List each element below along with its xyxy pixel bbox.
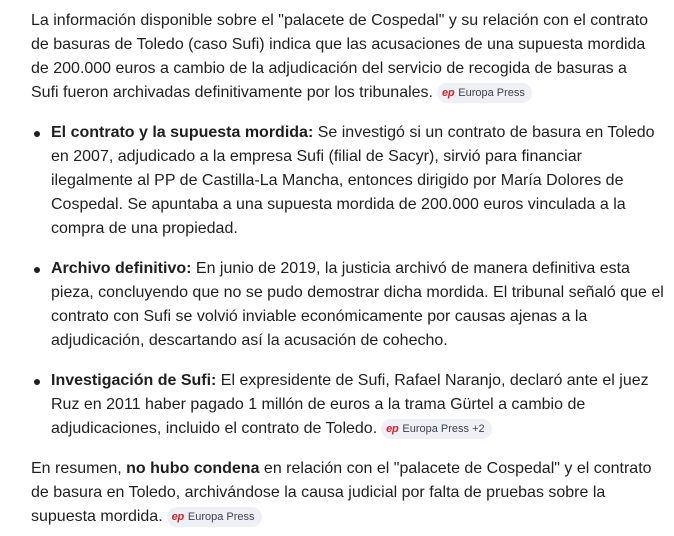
source-chip-label: Europa Press: [187, 511, 255, 523]
summary-lead: En resumen,: [31, 460, 127, 477]
source-chip-label: Europa Press +2: [402, 423, 485, 435]
bullet-text: Se investigó si un contrato de basura en Toledo en 2007, adjudicado a la empresa Sufi (filial de Sacyr), sirvió para financiar ilegalmente al PP de Castilla-La Mancha, entonces dirigido por María Dolores de Cospedal. Se apuntaba a una supuesta mordida de 200.000 euros vinculada a la compra de una propiedad.: [51, 124, 655, 237]
source-chip-label: Europa Press: [458, 87, 525, 99]
source-chip-europa-press-plus[interactable]: [381, 419, 492, 439]
source-chip-europa-press[interactable]: [437, 83, 532, 103]
europa-press-logo-icon: ep: [442, 87, 455, 99]
bullet-title: El contrato y la supuesta mordida:: [51, 124, 314, 141]
summary-text: en relación con el "palacete de Cospedal" y el contrato de basura en Toledo, archivándose la causa judicial por falta de pruebas sobre la supuesta mordida.: [31, 460, 652, 525]
source-chip-europa-press[interactable]: [167, 507, 262, 527]
summary-paragraph: [31, 457, 656, 529]
list-item: [51, 369, 666, 441]
bullet-list: [31, 121, 666, 441]
intro-text: La información disponible sobre el "palacete de Cospedal" y su relación con el contrato de basuras de Toledo (caso Sufi) indica que las acusaciones de una supuesta mordida de 200.000 euros a cambio de la adjudicación del servicio de recogida de basuras a Sufi fueron archivadas definitivamente por los tribunales.: [31, 12, 649, 101]
bullet-title: Investigación de Sufi:: [51, 372, 217, 389]
intro-paragraph: [31, 9, 656, 105]
bullet-text: En junio de 2019, la justicia archivó de manera definitiva esta pieza, concluyendo que no se pudo demostrar dicha mordida. El tribunal señaló que el contrato con Sufi se volvió inviable económicamente por causas ajenas a la adjudicación, descartando así la acusación de cohecho.: [51, 260, 664, 349]
europa-press-logo-icon: ep: [386, 423, 399, 435]
list-item: [51, 257, 666, 353]
bullet-text: El expresidente de Sufi, Rafael Naranjo, declaró ante el juez Ruz en 2011 haber pagado 1 millón de euros a la trama Gürtel a cambio de adjudicaciones, incluido el contrato de Toledo.: [51, 372, 649, 437]
summary-emphasis: no hubo condena: [126, 460, 260, 477]
europa-press-logo-icon: ep: [171, 511, 184, 523]
bullet-title: Archivo definitivo:: [51, 260, 192, 277]
list-item: [51, 121, 666, 241]
